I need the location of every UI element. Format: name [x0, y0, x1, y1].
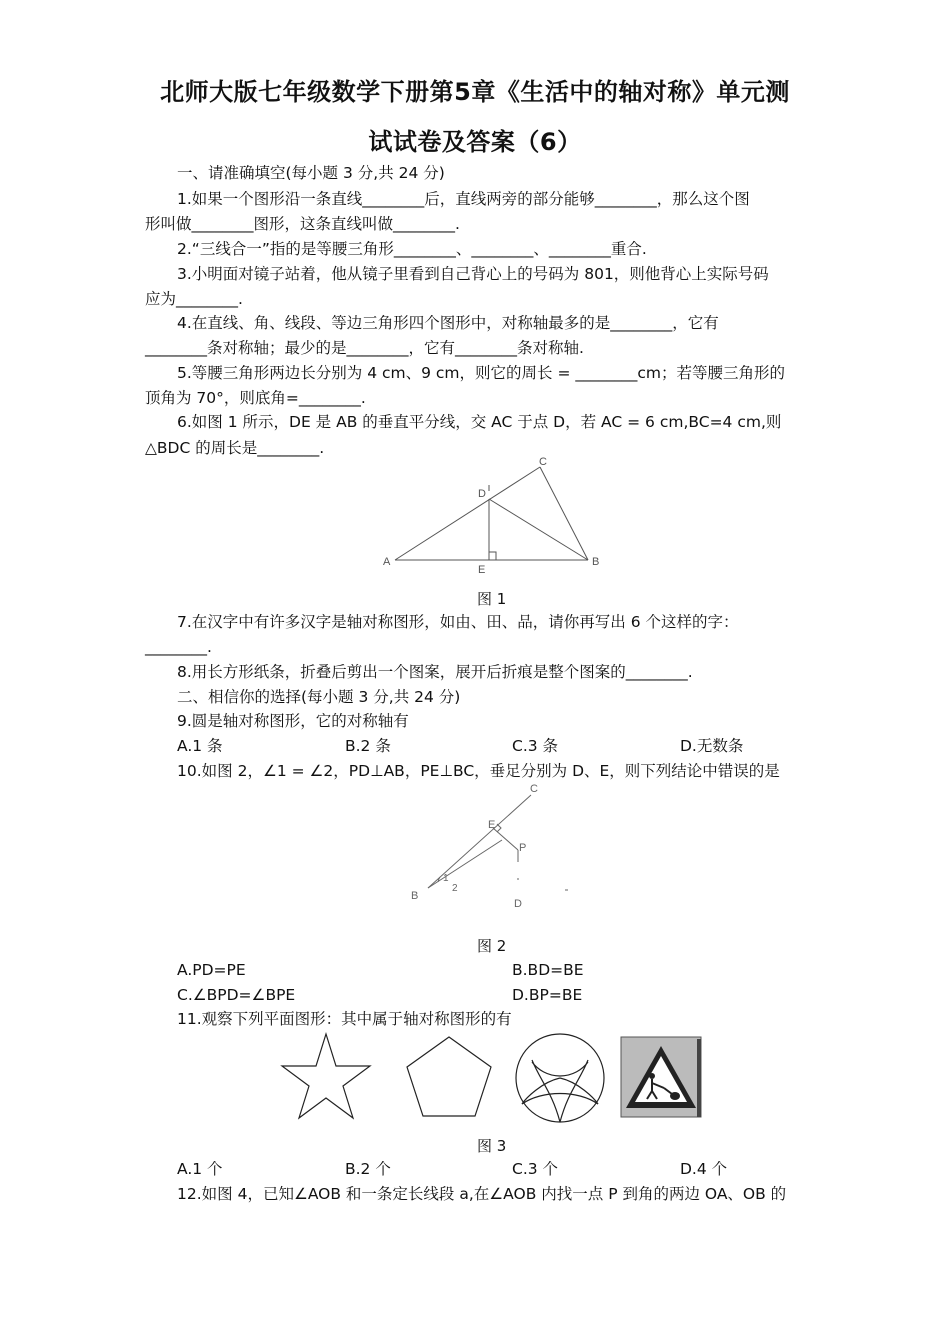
question-5-line-1: 5.等腰三角形两边长分别为 4 cm、9 cm，则它的周长 = ________cm；若等腰三角形的	[177, 364, 785, 382]
angle-2-label: 2	[452, 883, 458, 894]
q11-option-b: B.2 个	[345, 1160, 391, 1178]
q11-option-d: D.4 个	[680, 1160, 728, 1178]
question-7-line-1: 7.在汉字中有许多汉字是轴对称图形，如由、田、品，请你再写出 6 个这样的字：	[177, 613, 739, 631]
question-10: 10.如图 2，∠1 = ∠2，PD⊥AB，PE⊥BC，垂足分别为 D、E，则下列结论中错误的是	[177, 762, 780, 780]
question-4-line-2: ________条对称轴；最少的是________，它有________条对称轴.	[145, 339, 584, 357]
label-b: B	[411, 890, 419, 902]
figure-2-diagram	[400, 780, 590, 915]
label-b: B	[592, 556, 600, 568]
question-2: 2.“三线合一”指的是等腰三角形________、________、________重合.	[177, 240, 647, 258]
right-angle-mark	[497, 824, 501, 832]
label-c: C	[539, 456, 547, 468]
question-3-line-1: 3.小明面对镜子站着，他从镜子里看到自己背心上的号码为 801，则他背心上实际号码	[177, 265, 769, 283]
question-1-line-2: 形叫做________图形，这条直线叫做________.	[145, 215, 460, 233]
question-1-line-1: 1.如果一个图形沿一条直线________后，直线两旁的部分能够________，那么这个图	[177, 190, 750, 208]
pentagon-shape	[403, 1034, 495, 1120]
question-6-line-1: 6.如图 1 所示，DE 是 AB 的垂直平分线，交 AC 于点 D，若 AC = 6 cm,BC=4 cm,则	[177, 413, 782, 431]
segment-bp	[428, 840, 502, 888]
segment-cb	[540, 467, 588, 560]
section-1-heading: 一、请准确填空(每小题 3 分,共 24 分)	[177, 164, 445, 182]
question-4-line-1: 4.在直线、角、线段、等边三角形四个图形中，对称轴最多的是________，它有	[177, 314, 719, 332]
label-d: D	[514, 898, 522, 910]
label-a: A	[383, 556, 391, 568]
q9-option-d: D.无数条	[680, 737, 744, 755]
figure-2-caption: 图 2	[477, 937, 507, 955]
q9-option-c: C.3 条	[512, 737, 559, 755]
question-12: 12.如图 4，已知∠AOB 和一条定长线段 a,在∠AOB 内找一点 P 到角的两边 OA、OB 的	[177, 1185, 787, 1203]
q10-option-c: C.∠BPD=∠BPE	[177, 986, 296, 1004]
angle-1-label: 1	[443, 873, 449, 884]
warning-sign-shape	[620, 1036, 702, 1118]
section-2-heading: 二、相信你的选择(每小题 3 分,共 24 分)	[177, 688, 461, 706]
question-3-line-2: 应为________.	[145, 290, 243, 308]
q10-option-d: D.BP=BE	[512, 986, 583, 1004]
question-11: 11.观察下列平面图形：其中属于轴对称图形的有	[177, 1010, 512, 1028]
figure-1-diagram	[375, 455, 615, 585]
question-8: 8.用长方形纸条，折叠后剪出一个图案，展开后折痕是整个图案的________.	[177, 663, 693, 681]
question-9: 9.圆是轴对称图形，它的对称轴有	[177, 712, 409, 730]
figure-3-caption: 图 3	[477, 1137, 507, 1155]
question-7-line-2: ________.	[145, 638, 212, 656]
label-d: D	[478, 488, 486, 500]
segment-ac	[395, 467, 540, 560]
right-angle-mark	[489, 552, 496, 560]
q9-option-a: A.1 条	[177, 737, 223, 755]
label-e: E	[488, 819, 496, 831]
label-e: E	[478, 564, 486, 576]
three-arcs-circle-shape	[512, 1032, 608, 1124]
question-6-line-2: △BDC 的周长是________.	[145, 439, 325, 457]
star-shape	[278, 1030, 374, 1122]
figure-1-caption: 图 1	[477, 590, 507, 608]
label-p: P	[519, 842, 527, 854]
question-5-line-2: 顶角为 70°，则底角=________.	[145, 389, 366, 407]
q9-option-b: B.2 条	[345, 737, 391, 755]
segment-db	[489, 499, 588, 560]
label-c: C	[530, 783, 538, 795]
q10-option-b: B.BD=BE	[512, 961, 584, 979]
segment-pe	[493, 828, 518, 850]
title-line-1: 北师大版七年级数学下册第5章《生活中的轴对称》单元测	[160, 78, 790, 106]
q10-option-a: A.PD=PE	[177, 961, 246, 979]
q11-option-a: A.1 个	[177, 1160, 223, 1178]
title-line-2: 试试卷及答案（6）	[368, 128, 582, 156]
q11-option-c: C.3 个	[512, 1160, 559, 1178]
